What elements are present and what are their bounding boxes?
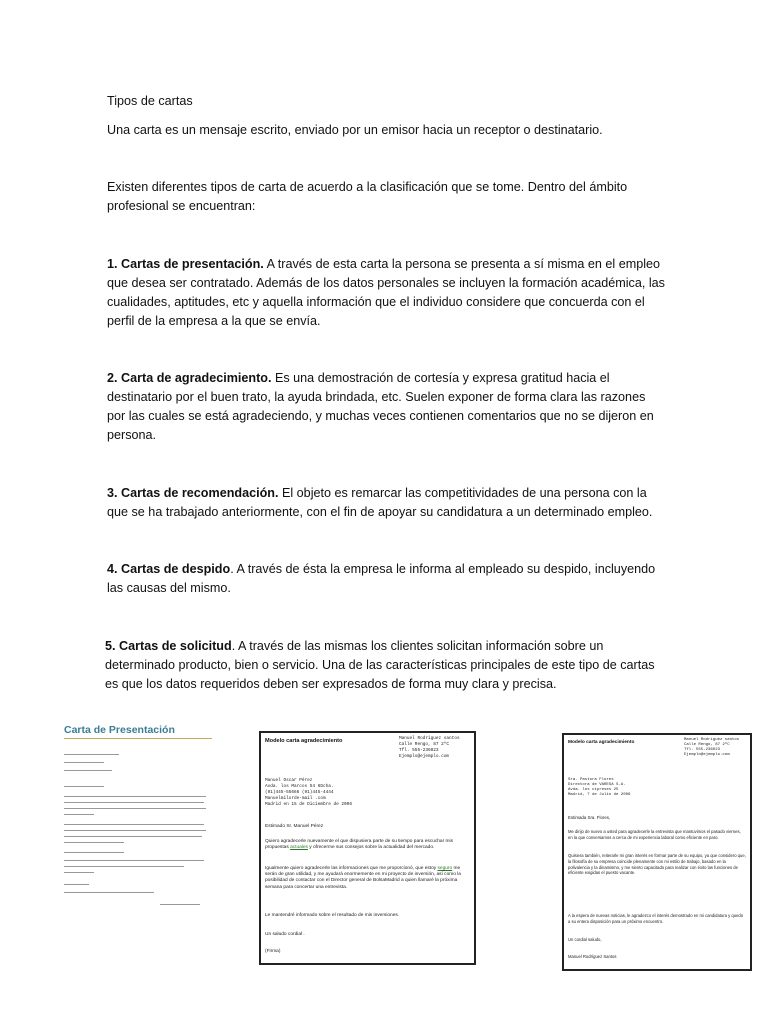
letter-paragraph	[265, 839, 470, 851]
item-heading: 1. Cartas de presentación.	[107, 257, 264, 271]
thumbnail-carta-agradecimiento-1	[259, 731, 476, 965]
letter-greeting: Estimado Sr. Manuel Pérez	[265, 824, 324, 829]
blurred-text-line	[64, 808, 206, 809]
item-text: A través de esta carta la persona se presenta a sí misma en el empleo que desea ser contratado. Además de los datos personales se incluyen la formación académica, las cualidades, aptitudes, etc y aquella información que el individuo considere que concuerda con el perfil de la empresa a la que se envía.	[107, 257, 665, 328]
paragraph-link: actuales	[290, 845, 308, 851]
blurred-text-line	[64, 872, 94, 873]
item-text: . A través de las mismas los clientes solicitan información sobre un determinado producto, bien o servicio. Una de las características principales de este tipo de cartas es que los datos requeridos deben ser expresados de forma muy clara y precisa.	[105, 639, 655, 691]
blurred-text-line	[64, 884, 89, 885]
letter-closing: Un cordial saludo,	[568, 937, 602, 942]
recipient-line: Avda. los Marcos 54 6Dcha.	[265, 784, 334, 789]
recipient-line: Madrid, 7 de Julio de 2006	[568, 793, 631, 797]
list-item	[107, 484, 667, 522]
letter-paragraph	[265, 866, 470, 891]
letter-signature: (Firma)	[265, 949, 281, 954]
sender-line: Ejemplo@ejemplo.com	[684, 753, 730, 757]
thumbnail-heading: Modelo carta agradecimiento	[265, 738, 343, 744]
recipient-line: Sra. Pastora Flores	[568, 778, 614, 782]
item-text: . A través de ésta la empresa le informa al empleado su despido, incluyendo las causas del mismo.	[107, 562, 656, 595]
blurred-text-line	[64, 836, 202, 837]
thumbnail-carta-agradecimiento-2	[562, 733, 752, 971]
list-item	[107, 255, 667, 331]
letter-paragraph: Quisiera también, reiterarle mi gran interés en formar parte de su equipo, ya que considero que, la filosofía de su empresa coincide plenamente con mi estilo de trabajo, basado en la polivalencia y la dinamismo, y me siento capacitado para realizar con éxito las funciones de eficiente exigidas el puesto vacante.	[568, 853, 746, 876]
sender-line: Tfl. 555-236023	[684, 748, 721, 752]
letter-paragraph: A la espera de nuevas noticias, le agradezco el interés demostrado en mi candidatura y quedo a su entera disposición para un próximo encuentro.	[568, 913, 744, 924]
paragraph-text: Quiero agradecerle nuevamente el que dispusiera parte de su tiempo para escuchar mis propuestas	[265, 839, 453, 851]
blurred-text-line	[64, 824, 204, 825]
document-title: Tipos de cartas	[107, 94, 193, 108]
blurred-text-line	[64, 852, 124, 853]
blurred-text-line	[64, 842, 124, 843]
paragraph-link: seguro	[437, 866, 453, 871]
thumbnail-carta-presentacion	[52, 714, 212, 926]
paragraph-text: y ofrecerme sus consejos sobre la actualidad del mercado.	[307, 845, 435, 851]
blurred-text-line	[64, 866, 184, 867]
recipient-line: (91)445-55666 (91)445-4444	[265, 790, 334, 795]
blurred-text-line	[64, 830, 206, 831]
blurred-text-line	[64, 770, 112, 771]
recipient-line: Madrid en 15 de Diciembre de 2006	[265, 802, 352, 807]
intro-paragraph: Una carta es un mensaje escrito, enviado por un emisor hacia un receptor o destinatario.	[107, 123, 603, 137]
list-item	[105, 637, 665, 694]
recipient-line: Directora de VARESA S.A.	[568, 783, 626, 787]
types-intro-paragraph: Existen diferentes tipos de carta de acuerdo a la clasificación que se tome. Dentro del ámbito profesional se encuentran:	[107, 180, 628, 213]
list-item	[107, 369, 667, 445]
sender-line: Calle Rengo, 87 2ºC	[684, 743, 730, 747]
item-text: Es una demostración de cortesía y expresa gratitud hacia el destinatario por el buen trato, la ayuda brindada, etc. Suelen exponer de forma clara las razones por las cuales se está agradeciendo, y muchas veces contienen comentarios que no se dijeron en persona.	[107, 371, 654, 442]
letter-closing: Un saludo cordial .	[265, 932, 305, 937]
blurred-text-line	[64, 802, 204, 803]
sender-line: Tfl. 555-236023	[399, 748, 439, 753]
item-heading: 2. Carta de agradecimiento.	[107, 371, 272, 385]
item-heading: 3. Cartas de recomendación.	[107, 486, 279, 500]
letter-signature: Manuel Rodríguez Santos	[568, 954, 617, 959]
item-heading: 5. Cartas de solicitud	[105, 639, 232, 653]
list-item	[107, 560, 667, 598]
blurred-text-line	[64, 892, 154, 893]
recipient-line: Avda. los cipreses 25	[568, 788, 619, 792]
paragraph-text: me serán de gran utilidad, y me ayudará enormemente en mi proyecto de inversión, así como la posibilidad de contactar con el Director general de BolsaMadrid a quien llamaré la próxima semana para concertar una entrevista.	[265, 866, 461, 890]
sender-line: Manuel Rodríguez santos	[399, 736, 460, 741]
letter-greeting: Estimada Sra. Flores,	[568, 815, 611, 820]
thumbnail-rule	[64, 738, 212, 739]
thumbnail-title: Carta de Presentación	[64, 724, 175, 736]
letter-paragraph: Le mantendré informado sobre el resultado de mis inversiones.	[265, 913, 400, 918]
thumbnail-heading: Modelo carta agradecimiento	[568, 740, 635, 745]
blurred-text-line	[64, 786, 104, 787]
blurred-text-line	[160, 904, 200, 905]
blurred-text-line	[64, 814, 94, 815]
letter-paragraph: Me dirijo de nuevo a usted para agradecerle la entrevista que mantuvimos el pasado viernes, en la que conversamos a cerca de mi experiencia laboral como eficiente en paro.	[568, 829, 741, 840]
recipient-line: Manuel Oscar Pérez	[265, 778, 313, 783]
blurred-text-line	[64, 754, 119, 755]
sender-line: Ejemplo@ejemplo.com	[399, 754, 450, 759]
item-text: El objeto es remarcar las competitividades de una persona con la que se ha trabajado anteriormente, con el fin de apoyar su candidatura a un determinado empleo.	[107, 486, 653, 519]
recipient-line: Manuelmilorde-mail .com	[265, 796, 326, 801]
blurred-text-line	[64, 796, 206, 797]
item-heading: 4. Cartas de despido	[107, 562, 231, 576]
blurred-text-line	[64, 860, 204, 861]
sender-line: Calle Rengo, 87 2ºC	[399, 742, 450, 747]
blurred-text-line	[64, 762, 104, 763]
paragraph-text: Igualmente quiero agradecerle las informaciones que me proporcionó, que estoy	[265, 866, 438, 871]
sender-line: Manuel Rodríguez santos	[684, 738, 740, 742]
